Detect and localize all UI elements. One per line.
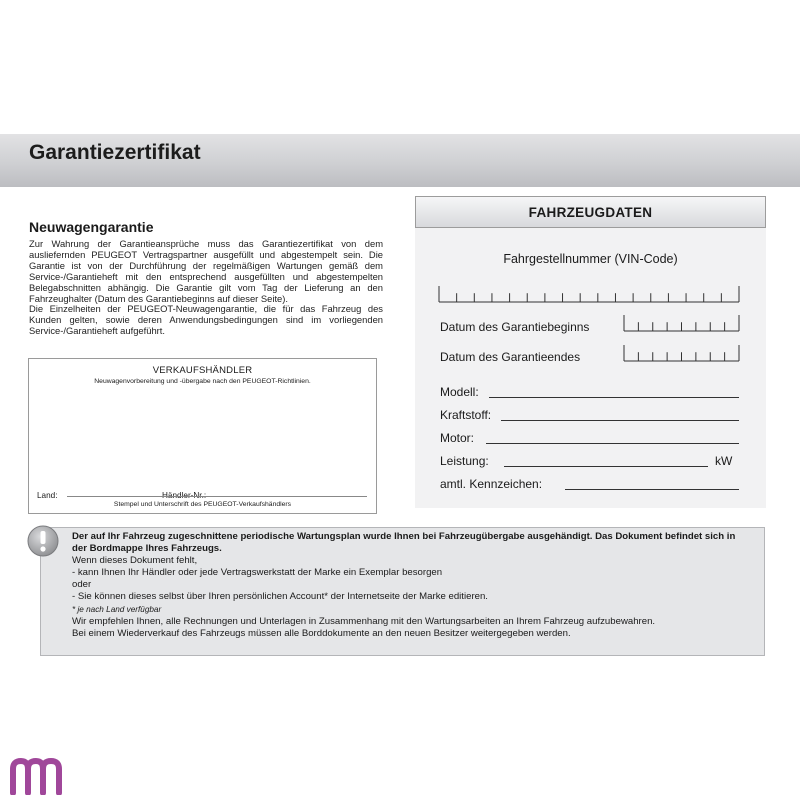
warranty-text <box>29 239 383 337</box>
notice-line: - kann Ihnen Ihr Händler oder jede Vertragswerkstatt der Marke ein Exemplar besorgen <box>72 567 443 579</box>
power-label: Leistung: <box>440 454 489 468</box>
notice-line: Bei einem Wiederverkauf des Fahrzeugs müssen alle Borddokumente an den neuen Besitzer weitergegeben werden. <box>72 627 571 639</box>
warranty-paragraph: Die Einzelheiten der PEUGEOT-Neuwagengarantie, die für das Fahrzeug des Kunden gelten, sowie deren Anwendungsbedingungen sind im vorliegenden Service-/Garantieheft aufgeführt. <box>29 303 383 337</box>
vehicle-data-panel <box>415 196 766 508</box>
notice-text <box>72 531 752 640</box>
dealer-subtitle: Neuwagenvorbereitung und -übergabe nach den PEUGEOT-Richtlinien. <box>94 378 311 385</box>
model-label: Modell: <box>440 385 479 399</box>
dealer-title: VERKAUFSHÄNDLER <box>152 365 253 376</box>
power-unit: kW <box>715 454 733 468</box>
fuel-field[interactable] <box>501 420 739 421</box>
notice-bold-text: Der auf Ihr Fahrzeug zugeschnittene periodische Wartungsplan wurde Ihnen bei Fahrzeugübergabe ausgehändigt. Das Dokument befindet sich in der Bordmappe Ihres Fahrzeugs. <box>72 531 736 555</box>
warranty-title: Neuwagengarantie <box>29 219 154 235</box>
plate-label: amtl. Kennzeichen: <box>440 477 543 491</box>
warranty-paragraph: Zur Wahrung der Garantieansprüche muss das Garantiezertifikat von dem ausliefernden PEUGEOT Vertragspartner ausgefüllt und abgestempelt sein. Die Garantie ist von der Durchführung der regelmäßigen Wartungen gemäß dem Service-/Garantieheft mit den entsprechend ausgefüllten und abgestempelten Belegabschnitten abhängig. Die Garantie gilt vom Tag der Lieferung an den Fahrzeughalter (Datum des Garantiebeginns auf dieser Seite). <box>29 238 383 304</box>
power-field[interactable] <box>504 466 708 467</box>
vin-label: Fahrgestellnummer (VIN-Code) <box>503 252 678 266</box>
notice-line: oder <box>72 579 92 591</box>
page-title: Garantiezertifikat <box>29 141 201 164</box>
m-logo-icon <box>8 755 64 795</box>
notice-line: - Sie können dieses selbst über Ihren persönlichen Account* der Internetseite der Marke editieren. <box>72 591 488 603</box>
engine-field[interactable] <box>486 443 739 444</box>
fuel-label: Kraftstoff: <box>440 408 492 422</box>
notice-line: Wir empfehlen Ihnen, alle Rechnungen und Unterlagen in Zusammenhang mit den Wartungsarbeiten an Ihrem Fahrzeug aufzubewahren. <box>72 615 656 627</box>
exclamation-icon <box>27 525 59 557</box>
warranty-end-label: Datum des Garantieendes <box>440 350 581 364</box>
engine-label: Motor: <box>440 431 475 445</box>
dealer-box <box>28 358 377 514</box>
dealer-number-label: Händler-Nr.: <box>162 491 207 500</box>
dealer-land-label: Land: <box>37 491 58 500</box>
notice-line: Wenn dieses Dokument fehlt, <box>72 555 198 567</box>
plate-field[interactable] <box>565 489 739 490</box>
vehicle-data-title: FAHRZEUGDATEN <box>528 205 653 220</box>
dealer-stamp-caption: Stempel und Unterschrift des PEUGEOT-Verkaufshändlers <box>113 501 292 508</box>
notice-footnote: * je nach Land verfügbar <box>72 604 162 614</box>
warranty-start-label: Datum des Garantiebeginns <box>440 320 590 334</box>
model-field[interactable] <box>489 397 739 398</box>
dealer-signature-line <box>67 496 367 497</box>
